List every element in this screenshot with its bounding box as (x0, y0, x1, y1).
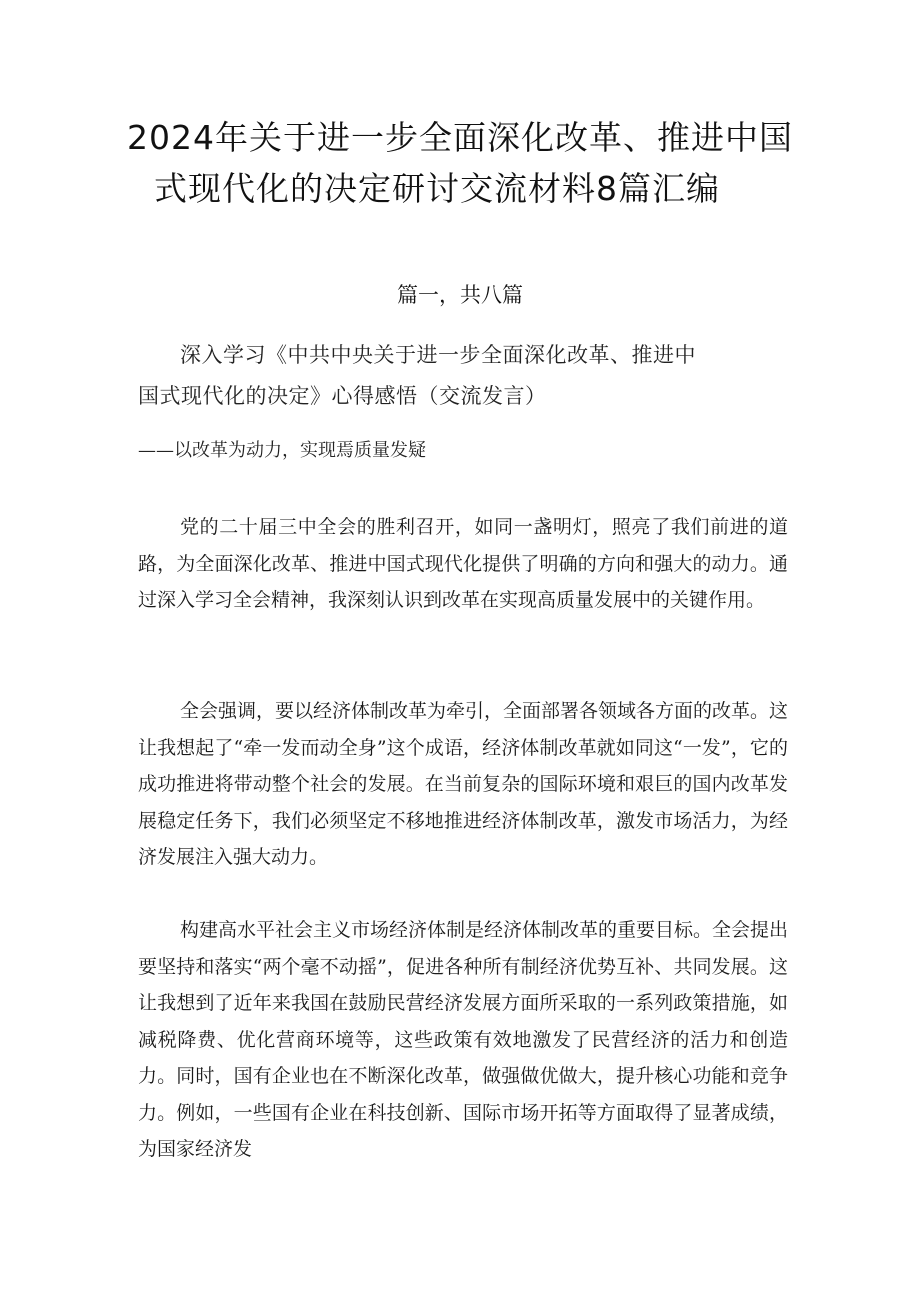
body-paragraph: 构建高水平社会主义市场经济体制是经济体制改革的重要目标。全会提出要坚持和落实“两个毫不动摇”，促进各种所有制经济优势互补、共同发展。这让我想到了近年来我国在鼓励民营经济发展方面所采取的一系列政策措施，如减税降费、优化营商环境等，这些政策有效地激发了民营经济的活力和创造力。同时，国有企业也在不断深化改革，做强做优做大，提升核心功能和竞争力。例如，一些国有企业在科技创新、国际市场开拓等方面取得了显著成绩，为国家经济发 (138, 919, 789, 1160)
article-subtitle-line-1: 深入学习《中共中央关于进一步全面深化改革、推进中 (180, 343, 696, 367)
document-title-line-2: 式现代化的决定研讨交流材料8篇汇编 (154, 169, 720, 208)
article-subtitle-line-2: 国式现代化的决定》心得感悟（交流发言） (138, 384, 547, 408)
article-subtitle (138, 335, 798, 417)
document-title (110, 112, 810, 214)
document-title-line-1: 2024年关于进一步全面深化改革、推进中国 (127, 118, 793, 157)
article-byline: ——以改革为动力，实现焉质量发疑 (138, 440, 426, 461)
section-heading: 篇一，共八篇 (397, 283, 523, 307)
body-paragraph: 党的二十届三中全会的胜利召开，如同一盏明灯，照亮了我们前进的道路，为全面深化改革、推进中国式现代化提供了明确的方向和强大的动力。通过深入学习全会精神，我深刻认识到改革在实现高质量发展中的关键作用。 (138, 516, 788, 611)
body-paragraph: 全会强调，要以经济体制改革为牵引，全面部署各领域各方面的改革。这让我想起了“牵一发而动全身”这个成语，经济体制改革就如同这“一发”，它的成功推进将带动整个社会的发展。在当前复杂的国际环境和艰巨的国内改革发展稳定任务下，我们必须坚定不移地推进经济体制改革，激发市场活力，为经济发展注入强大动力。 (138, 700, 789, 868)
